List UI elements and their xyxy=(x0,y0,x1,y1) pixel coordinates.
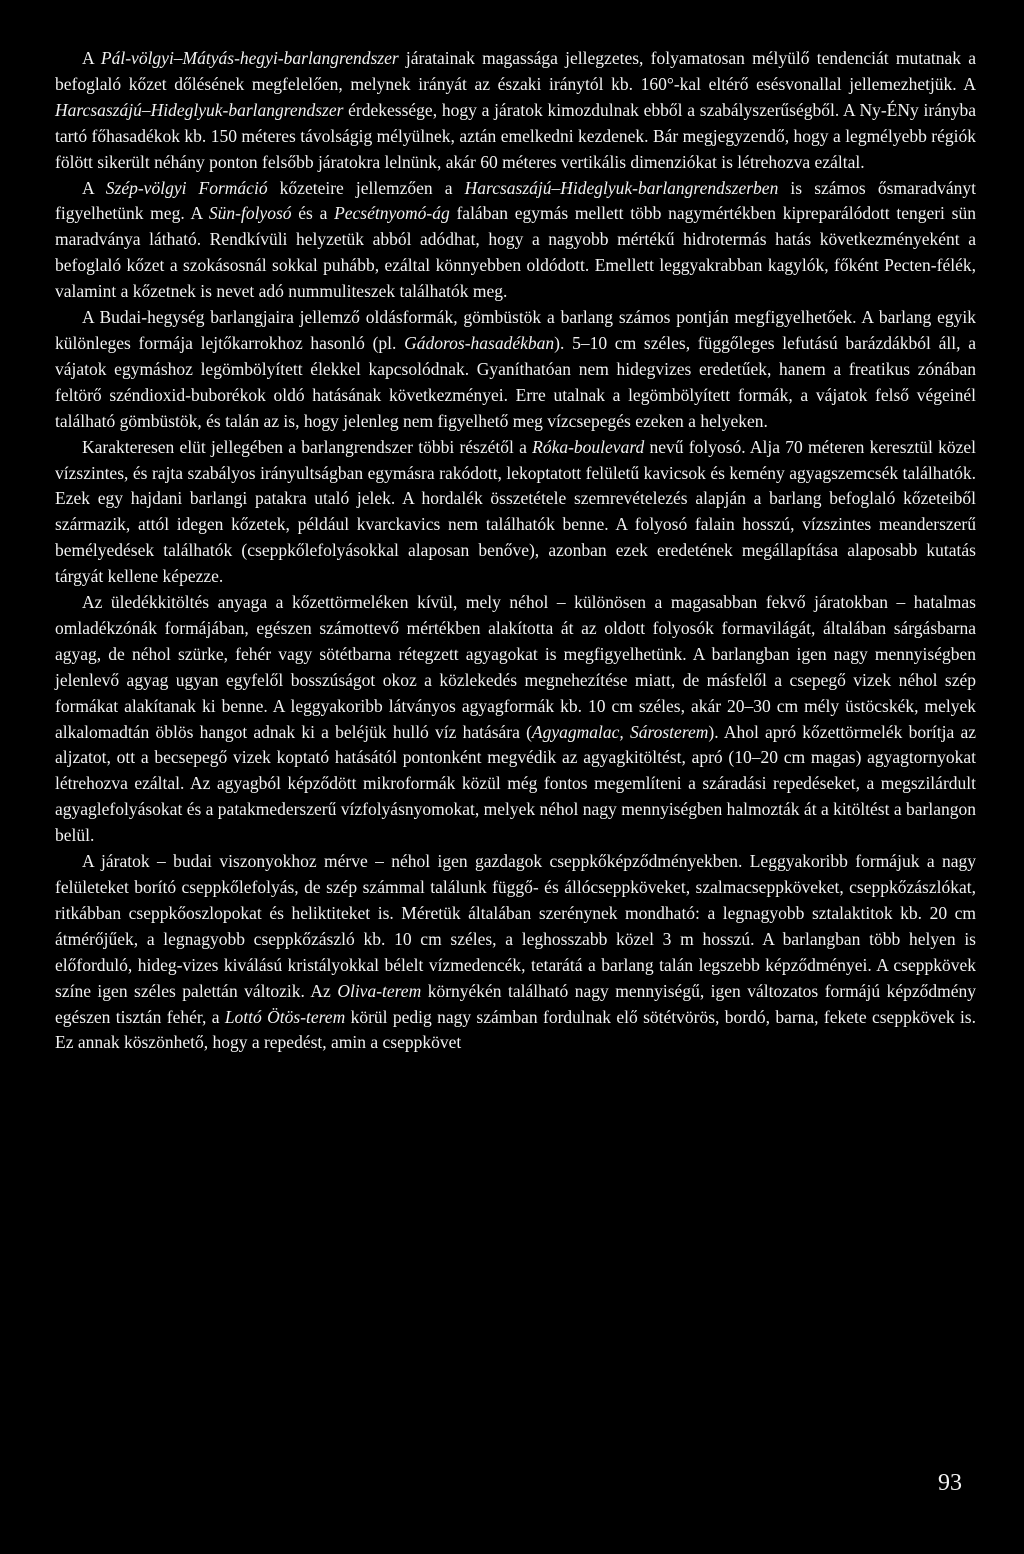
italic-run: Szép-völgyi Formáció xyxy=(105,177,268,198)
text-run: ). Ahol apró kőzettörmelék borítja az aljzatot, ott a becsepegő vizek koptató hatásától pontonként megvédik az agyagkitöltést, apró (10–20 cm magas) agyagtornyokat létrehozva ezáltal. Az agyagból képződött mikroformák közül még fontos megemlíteni a száradási repedéseket, a megszilárdult agyaglefolyásokat és a patakmederszerű vízfolyásnyomokat, melyek néhol nagy mennyiségben halmozták át a kitöltést a barlangon belül. xyxy=(55,721,976,846)
italic-run: Oliva-terem xyxy=(337,980,422,1001)
italic-run: Gádoros-hasadékban xyxy=(404,332,555,353)
text-run: körül pedig nagy számban fordulnak elő sötétvörös, bordó, barna, fekete cseppkövek is. Ez annak köszönhető, hogy a repedést, amin a cseppkövet xyxy=(55,1006,976,1053)
text-run: Az üledékkitöltés anyaga a kőzettörmeléken kívül, mely néhol – különösen a magasabban fekvő járatokban – hatalmas omladékzónák formájában, egészen számottevő mértékben alakította át az oldott folyosók formavilágát, általában sárgásbarna agyag, de néhol szürke, fehér vagy sötétbarna rétegzett agyagokat is megfigyelhetünk. A barlangban igen nagy mennyiségben jelenlevő agyag ugyan egyfelől bosszúságot okoz a közlekedés megnehezítése miatt, de másfelől a csepegő vizek néhol szép formákat alakítanak ki benne. A leggyakoribb látványos agyagformák kb. 10 cm széles, akár 20–30 cm mély üstöcskék, melyek alkalomadtán öblös hangot adnak ki a beléjük hulló víz hatására ( xyxy=(55,592,976,742)
text-run: falában egymás mellett több nagymértékben kipreparálódott tengeri sün maradványa látható. Rendkívüli helyzetük abból adódhat, hogy a nagyobb mértékű hidrotermás hatás következményeként a befoglaló kőzet a szokásosnál sokkal puhább, ezáltal könnyebben oldódott. Emellett leggyakrabban kagylók, főként Pecten-félék, valamint a kőzetnek is nevet adó nummuliteszek találhatók meg. xyxy=(55,203,976,302)
italic-run: Harcsaszájú–Hideglyuk-barlangrendszerben xyxy=(464,177,779,198)
paragraph xyxy=(55,435,976,590)
paragraph xyxy=(55,176,976,306)
paragraph xyxy=(55,305,976,435)
text-run: kőzeteire jellemzően a xyxy=(267,177,465,198)
italic-run: Sün-folyosó xyxy=(208,203,292,224)
text-run: A xyxy=(82,48,101,68)
text-run: járatainak magassága jellegzetes, folyamatosan mélyülő tendenciát mutatnak a befoglaló kőzet dőlésének megfelelően, melynek irányát az északi iránytól kb. 160°-kal eltérő esésvonallal jellemezhetjük. A xyxy=(55,48,976,94)
italic-run: Lottó Ötös-terem xyxy=(224,1006,346,1027)
text-run: érdekessége, hogy a járatok kimozdulnak ebből a szabályszerűségből. A Ny-ÉNy irányba tartó főhasadékok kb. 150 méteres távolságig mélyülnek, aztán emelkedni kezdenek. Bár megjegyzendő, hogy a legmélyebb régiók fölött sikerült néhány ponton felsőbb járatokra lelnünk, akár 60 méteres vertikális dimenziókat is létrehozva ezáltal. xyxy=(55,99,976,172)
text-run: A xyxy=(82,177,106,198)
text-run: környékén található nagy mennyiségű, igen változatos formájú képződmény egészen tisztán fehér, a xyxy=(55,980,976,1027)
text-run: Karakteresen elüt jellegében a barlangrendszer többi részétől a xyxy=(82,436,533,457)
text-run: nevű folyosó. Alja 70 méteren keresztül közel vízszintes, és rajta szabályos irányultságban egymásra rakódott, lekoptatott felületű kavicsok és kemény agyagszemcsék találhatók. Ezek egy hajdani barlangi patakra utaló jelek. A hordalék összetétele szemrevételezés alapján a barlang befoglaló kőzeteiből származik, attól idegen kőzetek, például kvarckavics nem találhatók benne. A folyosó falain hosszú, vízszintes meanderszerű bemélyedések találhatók (cseppkőlefolyásokkal alaposan benőve), azonban ezek eredetének megállapítása alaposabb kutatás tárgyát kellene képezze. xyxy=(55,436,976,587)
paragraph xyxy=(55,849,976,1056)
italic-run: Harcsaszájú–Hideglyuk-barlangrendszer xyxy=(55,99,344,120)
page-body xyxy=(55,46,976,1056)
italic-run: Róka-boulevard xyxy=(532,436,645,457)
paragraph xyxy=(55,46,976,176)
italic-run: Pecsétnyomó-ág xyxy=(334,203,450,224)
text-run: A járatok – budai viszonyokhoz mérve – néhol igen gazdagok cseppkőképződményekben. Leggyakoribb formájuk a nagy felületeket borító cseppkőlefolyás, de szép számmal találunk függő- és állócseppköveket, szalmacseppköveket, cseppkőzászlókat, ritkábban cseppkőoszlopokat és heliktiteket is. Méretük általában szerénynek mondható: a legnagyobb sztalaktitok kb. 20 cm átmérőjűek, a legnagyobb cseppkőzászló kb. 10 cm széles, a leghosszabb közel 3 m hosszú. A barlangban több helyen is előforduló, hideg-vizes kiválású kristályokkal bélelt vízmedencék, tetarátá a barlang talán legszebb képződményei. A cseppkövek színe igen széles palettán változik. Az xyxy=(55,851,976,1001)
text-run: A Budai-hegység barlangjaira jellemző oldásformák, gömbüstök a barlang számos pontján megfigyelhetőek. A barlang egyik különleges formája lejtőkarrokhoz hasonló (pl. xyxy=(55,307,976,353)
text-run: és a xyxy=(291,203,335,224)
italic-run: Pál-völgyi–Mátyás-hegyi-barlangrendszer xyxy=(100,48,399,68)
page-number: 93 xyxy=(938,1470,962,1496)
italic-run: Agyagmalac, Sárosterem xyxy=(531,721,709,742)
text-run: ). 5–10 cm széles, függőleges lefutású barázdákból áll, a vájatok egymáshoz legömbölyített élekkel kapcsolódnak. Gyaníthatóan nem hidegvizes eredetűek, hanem a freatikus zónában feltörő széndioxid-buborékok oldó hatásának következményei. Erre utalnak a legömbölyített formák, a vájatok felső végeinél található gömbüstök, és talán az is, hogy jelenleg nem figyelhető meg vízcsepegés ezeken a helyeken. xyxy=(55,332,976,431)
paragraph xyxy=(55,590,976,849)
text-run: is számos ősmaradványt figyelhetünk meg. A xyxy=(55,177,976,224)
